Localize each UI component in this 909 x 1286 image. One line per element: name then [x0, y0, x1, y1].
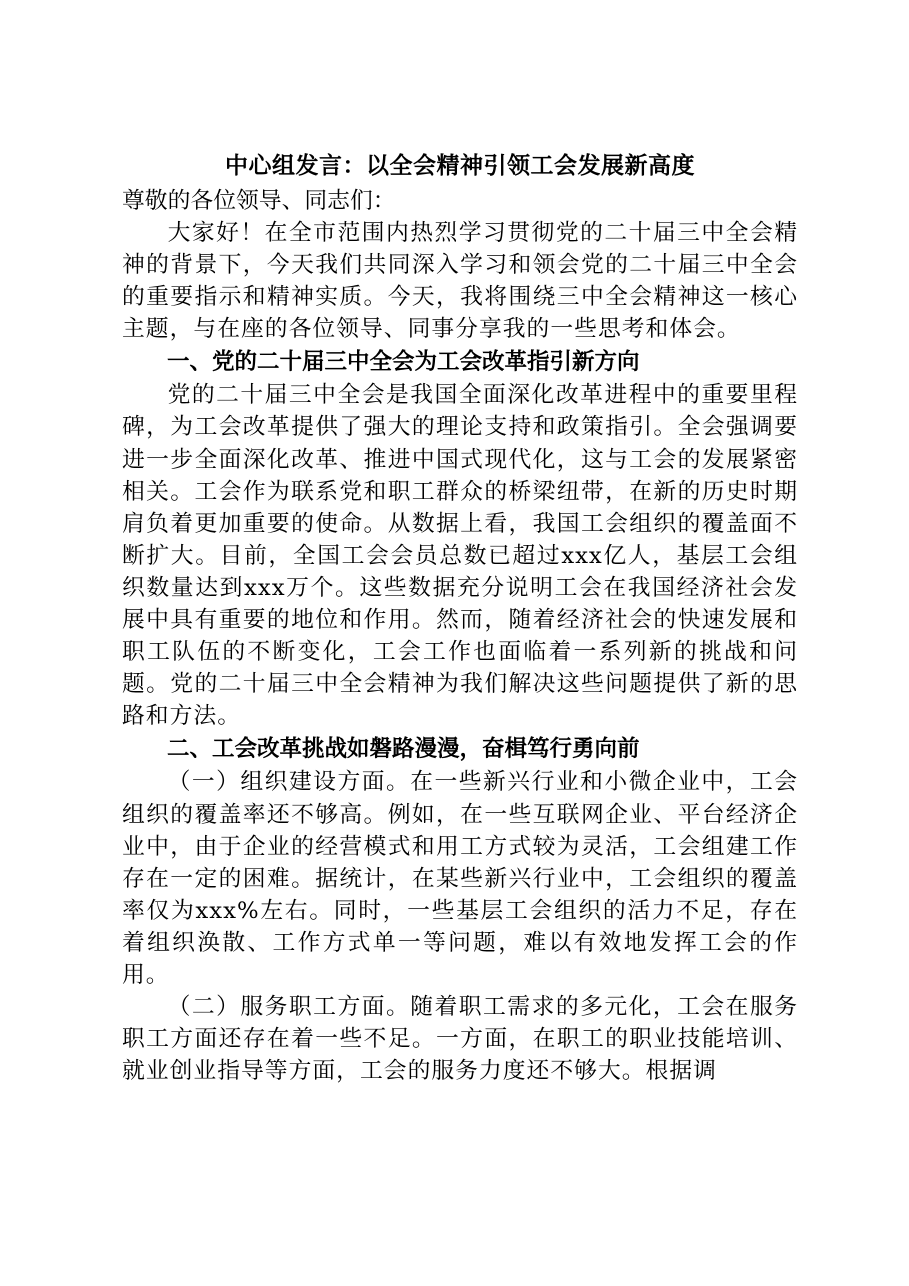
section-1-paragraph: 党的二十届三中全会是我国全面深化改革进程中的重要里程碑，为工会改革提供了强大的理论支持和政策指引。全会强调要进一步全面深化改革、推进中国式现代化，这与工会的发展紧密相关。工会作为联系党和职工群众的桥梁纽带，在新的历史时期肩负着更加重要的使命。从数据上看，我国工会组织的覆盖面不断扩大。目前，全国工会会员总数已超过xxx亿人，基层工会组织数量达到xxx万个。这些数据充分说明工会在我国经济社会发展中具有重要的地位和作用。然而，随着经济社会的快速发展和职工队伍的不断变化，工会工作也面临着一系列新的挑战和问题。党的二十届三中全会精神为我们解决这些问题提供了新的思路和方法。	[122, 382, 798, 730]
section-1-heading: 一、党的二十届三中全会为工会改革指引新方向	[167, 349, 640, 376]
salutation: 尊敬的各位领导、同志们：	[122, 188, 396, 214]
item-2-lead: （二）服务职工方面。	[167, 994, 411, 1021]
section-2-heading: 二、工会改革挑战如磐路漫漫，奋楫笃行勇向前	[167, 736, 640, 763]
item-2-body: 随着职工需求的多元化，工会在服务职工方面还存在着一些不足。一方面，在职工的职业技能培训、就业创业指导等方面，工会的服务力度还不够大。根据调	[122, 994, 799, 1085]
document-title: 中心组发言：以全会精神引领工会发展新高度	[225, 153, 695, 179]
section-2-item-1-paragraph	[122, 766, 798, 991]
document-body	[122, 147, 798, 1087]
item-1-body: 在一些新兴行业和小微企业中，工会组织的覆盖率还不够高。例如，在一些互联网企业、平台经济企业中，由于企业的经营模式和用工方式较为灵活，工会组建工作存在一定的困难。据统计，在某些新兴行业中，工会组织的覆盖率仅为xxx%左右。同时，一些基层工会组织的活力不足，存在着组织涣散、工作方式单一等问题，难以有效地发挥工会的作用。	[122, 769, 799, 988]
intro-paragraph: 大家好！在全市范围内热烈学习贯彻党的二十届三中全会精神的背景下，今天我们共同深入学习和领会党的二十届三中全会的重要指示和精神实质。今天，我将围绕三中全会精神这一核心主题，与在座的各位领导、同事分享我的一些思考和体会。	[122, 220, 798, 343]
section-2-item-2-paragraph	[122, 991, 798, 1087]
item-1-lead: （一）组织建设方面。	[167, 769, 411, 796]
